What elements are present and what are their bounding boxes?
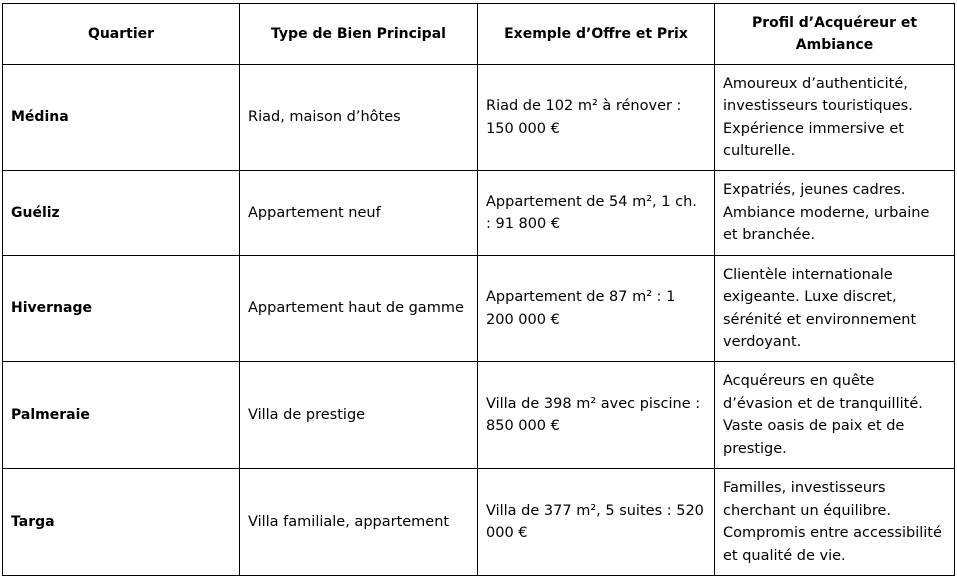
cell-type: Riad, maison d’hôtes: [240, 65, 478, 171]
cell-offre: Villa de 398 m² avec piscine : 850 000 €: [478, 362, 715, 469]
cell-type: Villa familiale, appartement: [240, 469, 478, 576]
cell-profil: Expatriés, jeunes cadres. Ambiance moderne, urbaine et branchée.: [715, 171, 955, 256]
cell-offre: Riad de 102 m² à rénover : 150 000 €: [478, 65, 715, 171]
cell-quartier: Médina: [3, 65, 240, 171]
cell-profil: Amoureux d’authenticité, investisseurs touristiques. Expérience immersive et culturelle.: [715, 65, 955, 171]
header-quartier: Quartier: [3, 4, 240, 65]
cell-type: Villa de prestige: [240, 362, 478, 469]
cell-quartier: Targa: [3, 469, 240, 576]
table-header-row: [3, 4, 955, 65]
cell-profil: Familles, investisseurs cherchant un équilibre. Compromis entre accessibilité et qualité de vie.: [715, 469, 955, 576]
cell-offre: Villa de 377 m², 5 suites : 520 000 €: [478, 469, 715, 576]
cell-quartier: Palmeraie: [3, 362, 240, 469]
table-row: [3, 171, 955, 256]
cell-profil: Clientèle internationale exigeante. Luxe discret, sérénité et environnement verdoyant.: [715, 256, 955, 362]
header-exemple-offre: Exemple d’Offre et Prix: [478, 4, 715, 65]
neighborhood-comparison-table: [2, 3, 955, 576]
cell-quartier: Guéliz: [3, 171, 240, 256]
table-row: [3, 362, 955, 469]
cell-profil: Acquéreurs en quête d’évasion et de tranquillité. Vaste oasis de paix et de prestige.: [715, 362, 955, 469]
cell-offre: Appartement de 54 m², 1 ch. : 91 800 €: [478, 171, 715, 256]
cell-type: Appartement haut de gamme: [240, 256, 478, 362]
table-row: [3, 469, 955, 576]
cell-type: Appartement neuf: [240, 171, 478, 256]
cell-offre: Appartement de 87 m² : 1 200 000 €: [478, 256, 715, 362]
table-row: [3, 256, 955, 362]
cell-quartier: Hivernage: [3, 256, 240, 362]
header-profil-acquereur: Profil d’Acquéreur et Ambiance: [715, 4, 955, 65]
table-row: [3, 65, 955, 171]
header-type-de-bien: Type de Bien Principal: [240, 4, 478, 65]
